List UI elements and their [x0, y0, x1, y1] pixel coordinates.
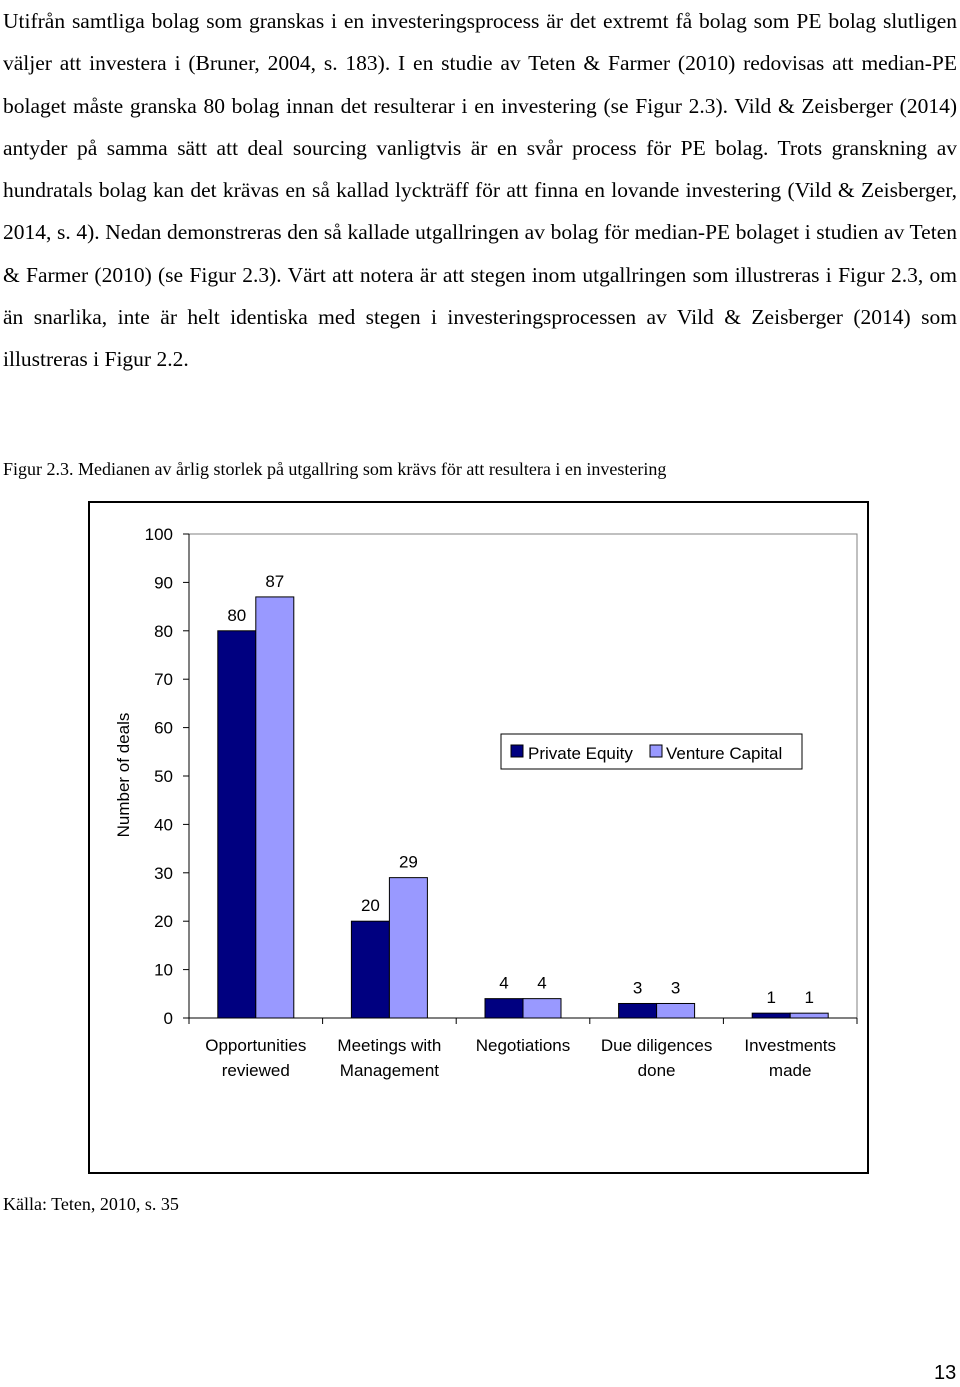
bar-private-equity	[752, 1013, 790, 1018]
legend-label-private-equity: Private Equity	[528, 744, 633, 763]
x-tick-label-line: Opportunities	[205, 1036, 307, 1055]
legend-swatch-private-equity	[511, 745, 523, 757]
bar-private-equity	[351, 921, 389, 1018]
legend-label-venture-capital: Venture Capital	[666, 744, 783, 763]
x-tick-label-line: reviewed	[221, 1061, 290, 1080]
y-tick-label: 80	[154, 621, 173, 641]
y-tick-label: 0	[163, 1009, 173, 1028]
data-label: 87	[265, 571, 285, 591]
x-tick-label-line: done	[637, 1061, 676, 1080]
bar-venture-capital	[256, 597, 294, 1018]
data-label: 1	[804, 988, 814, 1008]
y-tick-label: 90	[154, 573, 173, 593]
y-tick-label: 50	[154, 767, 173, 786]
y-tick-label: 40	[154, 815, 173, 835]
x-tick-label-line: made	[768, 1061, 812, 1080]
x-tick-label-line: Meetings with	[337, 1036, 442, 1055]
bar-venture-capital	[389, 878, 427, 1018]
bar-venture-capital	[657, 1003, 695, 1018]
y-tick-label: 60	[154, 718, 173, 738]
x-tick-label-line: Investments	[744, 1036, 837, 1055]
bar-private-equity	[485, 999, 523, 1018]
bar-venture-capital	[790, 1013, 828, 1018]
x-tick-label	[476, 1036, 571, 1055]
y-tick-label: 70	[154, 670, 173, 690]
legend	[501, 734, 802, 769]
data-label: 4	[537, 973, 547, 993]
legend-swatch-venture-capital	[650, 745, 662, 757]
bar-private-equity	[218, 631, 256, 1018]
page-number: 13	[934, 1362, 957, 1384]
data-label: 3	[670, 978, 681, 998]
body-paragraph: Utifrån samtliga bolag som granskas i en investeringsprocess är det extremt få bolag som PE bolag slutligen väljer att investera i (Bruner, 2004, s. 183). I en studie av Teten & Farmer (2010) redovisas att median-PE bolaget måste granska 80 bolag innan det resulterar i en investering (se Figur 2.3). Vild & Zeisberger (2014) antyder på samma sätt att deal sourcing vanligtvis är en svår process för PE bolag. Trots granskning av hundratals bolag kan det krävas en så kallad lyckträff för att finna en lovande investering (Vild & Zeisberger, 2014, s. 4). Nedan demonstreras den så kallade utgallringen av bolag för median-PE bolaget i studien av Teten & Farmer (2010) (se Figur 2.3). Värt att notera är att stegen inom utgallringen som illustreras i Figur 2.3, om än snarlika, inte är helt identiska med stegen i investeringsprocessen av Vild & Zeisberger (2014) som illustreras i Figur 2.2.	[3, 9, 957, 372]
data-label: 20	[360, 896, 380, 916]
data-label: 29	[398, 852, 418, 872]
data-label: 4	[499, 973, 509, 993]
y-tick-label: 30	[154, 863, 173, 883]
figure-caption: Figur 2.3. Medianen av årlig storlek på utgallring som krävs för att resultera i en investering	[3, 459, 667, 479]
data-label: 80	[227, 605, 247, 625]
data-label: 1	[766, 988, 776, 1008]
bar-venture-capital	[523, 999, 561, 1018]
x-tick-label-line: Negotiations	[475, 1036, 571, 1055]
y-axis-label: Number of deals	[114, 712, 133, 838]
x-tick-label-line: Due diligences	[600, 1036, 713, 1055]
y-tick-label: 20	[154, 912, 173, 932]
data-label: 3	[632, 978, 643, 998]
figure-source: Källa: Teten, 2010, s. 35	[3, 1194, 179, 1214]
x-tick-label-line: Management	[339, 1061, 440, 1080]
y-tick-label: 10	[154, 960, 173, 980]
bar-private-equity	[619, 1003, 657, 1018]
y-tick-label: 100	[144, 525, 173, 544]
